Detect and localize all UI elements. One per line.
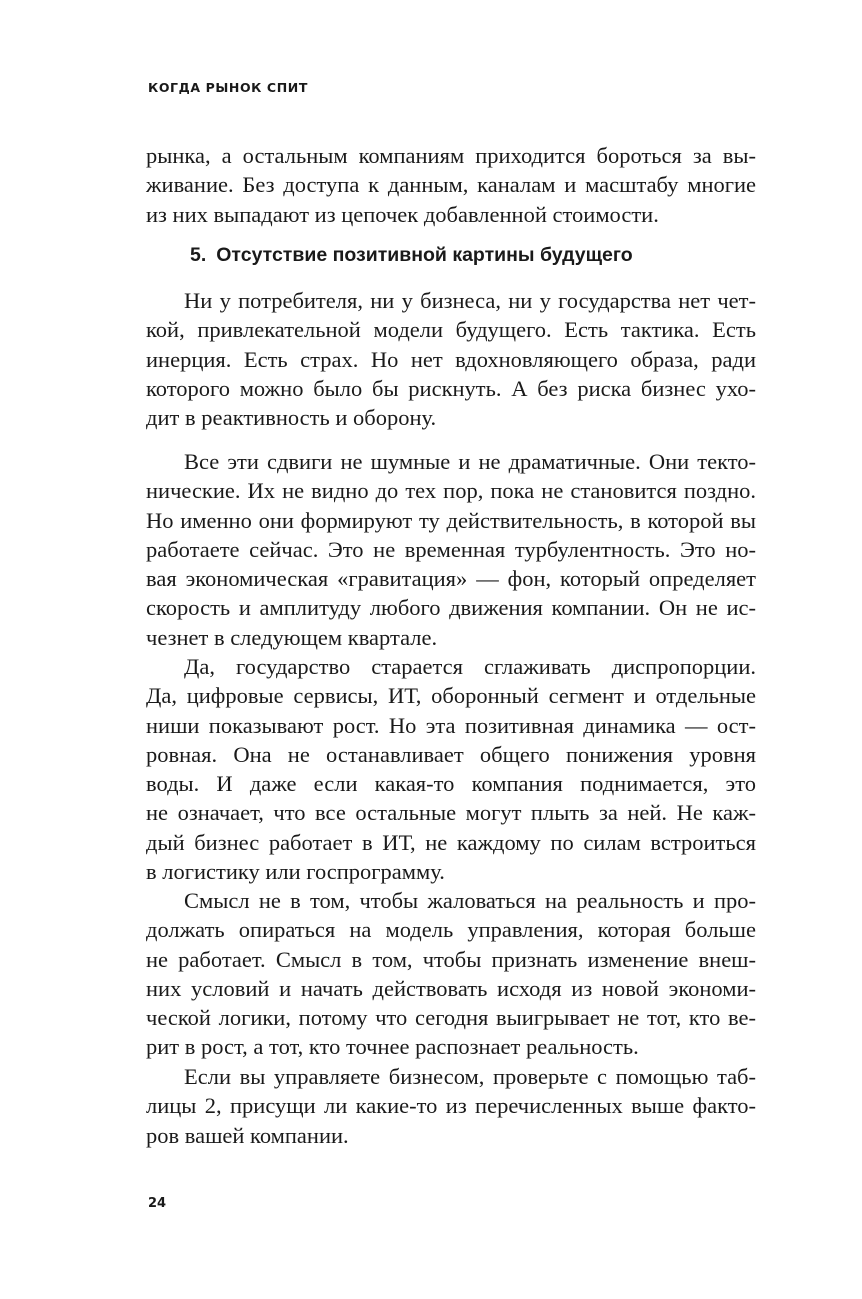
text-line: ческой логики, потому что сегодня выигрывает не тот, кто ве- <box>146 1005 756 1031</box>
paragraph <box>146 652 756 886</box>
paragraph <box>146 447 756 652</box>
paragraph <box>146 1062 756 1150</box>
section-number: 5. <box>190 244 207 266</box>
text-line: ровная. Она не останавливает общего понижения уровня <box>146 741 756 767</box>
text-line: не работает. Смысл в том, чтобы признать изменение внеш- <box>146 946 756 972</box>
text-line: рынка, а остальным компаниям приходится бороться за вы- <box>146 143 756 168</box>
text-line: Да, государство старается сглаживать диспропорции. <box>184 654 756 679</box>
running-head: КОГДА РЫНОК СПИТ <box>148 80 308 95</box>
text-line: инерция. Есть страх. Но нет вдохновляющего образа, ради <box>146 346 756 372</box>
text-line: из них выпадают из цепочек добавленной стоимости. <box>146 201 659 227</box>
text-line: Смысл не в том, чтобы жаловаться на реальность и про- <box>184 888 756 913</box>
text-line: должать опираться на модель управления, которая больше <box>146 917 756 943</box>
page-number: 24 <box>148 1196 167 1211</box>
text-line: Если вы управляете бизнесом, проверьте с помощью таб- <box>184 1064 756 1089</box>
text-line: лицы 2, присущи ли какие-то из перечисленных выше факто- <box>146 1093 756 1119</box>
paragraph <box>146 886 756 1062</box>
text-line: вая экономическая «гравитация» — фон, который определяет <box>146 566 756 592</box>
section-heading <box>190 244 633 267</box>
text-line: чезнет в следующем квартале. <box>146 624 438 650</box>
text-line: ров вашей компании. <box>146 1122 349 1148</box>
text-line: дый бизнес работает в ИТ, не каждому по силам встроиться <box>146 829 756 855</box>
text-line: Ни у потребителя, ни у бизнеса, ни у государства нет чет- <box>184 288 756 313</box>
text-line: кой, привлекательной модели будущего. Есть тактика. Есть <box>146 317 756 343</box>
text-line: Все эти сдвиги не шумные и не драматичные. Они текто- <box>184 449 756 474</box>
text-line: скорость и амплитуду любого движения компании. Он не ис- <box>146 595 756 621</box>
text-line: них условий и начать действовать исходя из новой экономи- <box>146 975 756 1001</box>
paragraph <box>146 286 756 432</box>
text-line: работаете сейчас. Это не временная турбулентность. Это но- <box>146 536 756 562</box>
text-line: в логистику или госпрограмму. <box>146 859 445 885</box>
continuation-paragraph <box>146 141 756 229</box>
text-line: рит в рост, а тот, кто точнее распознает реальность. <box>146 1034 639 1060</box>
section-title: Отсутствие позитивной картины будущего <box>216 244 633 266</box>
text-line: живание. Без доступа к данным, каналам и масштабу многие <box>146 172 756 198</box>
text-line: Но именно они формируют ту действительность, в которой вы <box>146 507 756 533</box>
text-line: Да, цифровые сервисы, ИТ, оборонный сегмент и отдельные <box>146 683 756 709</box>
text-line: воды. И даже если какая-то компания поднимается, это <box>146 771 756 797</box>
text-line: ниши показывают рост. Но эта позитивная динамика — ост- <box>146 712 756 738</box>
text-line: нические. Их не видно до тех пор, пока не становится поздно. <box>146 478 756 504</box>
text-line: не означает, что все остальные могут плыть за ней. Не каж- <box>146 800 756 826</box>
text-line: которого можно было бы рискнуть. А без риска бизнес ухо- <box>146 375 756 401</box>
text-line: дит в реактивность и оборону. <box>146 405 437 431</box>
